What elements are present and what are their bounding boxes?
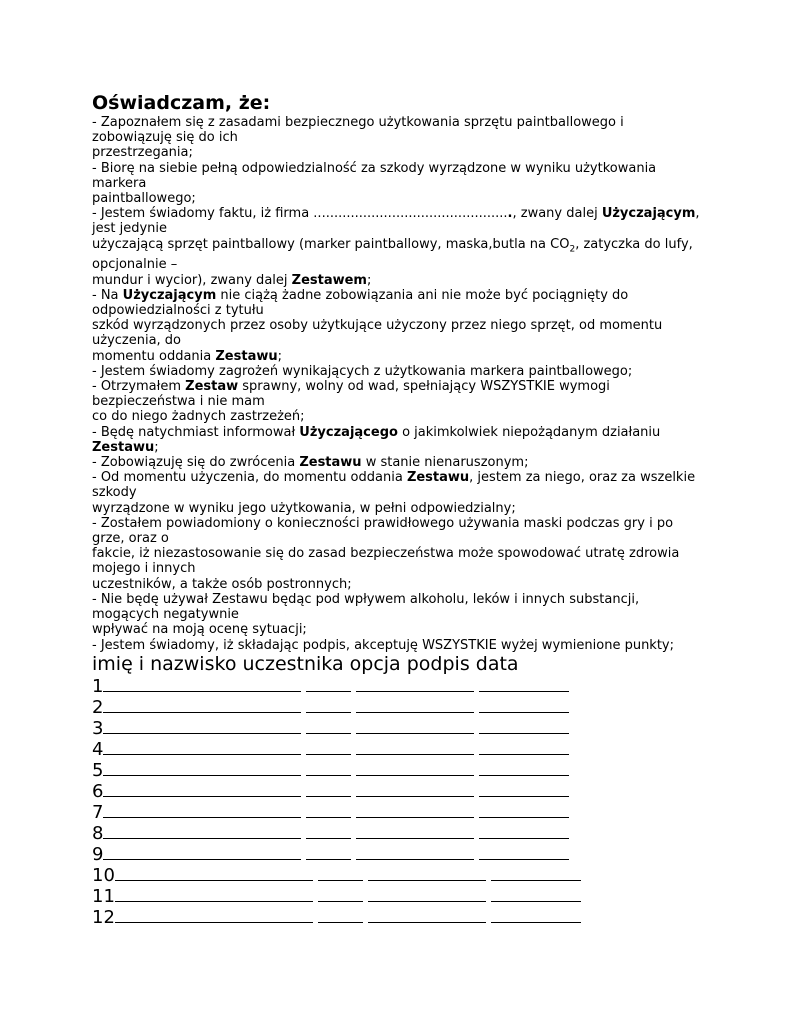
text-run: grze, oraz o bbox=[92, 531, 169, 547]
row-number: 2 bbox=[92, 696, 104, 718]
text-run: zobowiązuję się do ich bbox=[92, 130, 238, 146]
row-number: 10 bbox=[92, 864, 115, 886]
bold-term: Zestaw bbox=[185, 379, 239, 395]
name-line bbox=[103, 801, 301, 818]
bold-term: . bbox=[507, 206, 513, 222]
option-line bbox=[318, 906, 363, 923]
date-line bbox=[479, 717, 569, 734]
signature-line bbox=[356, 780, 474, 797]
date-line bbox=[479, 738, 569, 755]
text-run: - Będę natychmiast informował bbox=[92, 424, 300, 440]
text-run: fakcie, iż niezastosowanie się do zasad bezpieczeństwa może spowodować utratę zdrowia bbox=[92, 546, 680, 562]
declaration-line bbox=[92, 394, 712, 409]
declaration-line bbox=[92, 145, 712, 160]
text-run: użyczenia, do bbox=[92, 333, 182, 349]
option-line bbox=[306, 738, 351, 755]
row-number: 12 bbox=[92, 906, 115, 928]
declaration-line bbox=[92, 425, 712, 440]
option-line bbox=[306, 717, 351, 734]
signature-line bbox=[356, 801, 474, 818]
text-run: opcjonalnie – bbox=[92, 257, 178, 273]
declaration-body bbox=[92, 115, 712, 653]
declaration-line bbox=[92, 130, 712, 145]
text-run: szkód wyrządzonych przez osoby użytkujące użyczony przez niego sprzęt, od momentu bbox=[92, 318, 663, 334]
signature-row bbox=[92, 675, 712, 696]
row-number: 1 bbox=[92, 675, 104, 697]
text-run: ; bbox=[154, 439, 159, 455]
text-run: odpowiedzialności z tytułu bbox=[92, 303, 264, 319]
text-run: ; bbox=[366, 272, 372, 288]
text-run: bezpieczeństwa i nie mam bbox=[92, 394, 265, 410]
subscript: 2 bbox=[569, 244, 576, 255]
date-line bbox=[479, 696, 569, 713]
text-run: - Zostałem powiadomiony o konieczności prawidłowego używania maski podczas gry i po bbox=[92, 515, 674, 531]
declaration-line bbox=[92, 440, 712, 455]
text-run: wyrządzone w wyniku jego użytkowania, w pełni odpowiedzialny; bbox=[92, 500, 516, 516]
declaration-line bbox=[92, 161, 712, 176]
signature-line bbox=[356, 738, 474, 755]
text-run: - Zapoznałem się z zasadami bezpiecznego użytkowania sprzętu paintballowego i bbox=[92, 115, 624, 130]
bold-term: Zestawu bbox=[92, 439, 155, 455]
declaration-line bbox=[92, 485, 712, 500]
declaration-line bbox=[92, 622, 712, 637]
text-run: nie ciążą żadne zobowiązania ani nie może być pociągnięty do bbox=[216, 287, 629, 303]
bold-term: Użyczającego bbox=[299, 424, 398, 440]
declaration-line bbox=[92, 379, 712, 394]
option-line bbox=[306, 696, 351, 713]
name-line bbox=[103, 696, 301, 713]
text-run: sprawny, wolny od wad, spełniający WSZYSTKIE wymogi bbox=[238, 379, 610, 395]
option-line bbox=[306, 675, 351, 692]
text-run: markera bbox=[92, 175, 147, 191]
text-run: szkody bbox=[92, 485, 137, 501]
signature-row bbox=[92, 801, 712, 822]
signature-row bbox=[92, 780, 712, 801]
text-run: - Zobowiązuję się do zwrócenia bbox=[92, 455, 300, 471]
declaration-line bbox=[92, 546, 712, 561]
signature-row bbox=[92, 843, 712, 864]
date-line bbox=[479, 675, 569, 692]
declaration-line bbox=[92, 592, 712, 607]
declaration-line bbox=[92, 257, 712, 272]
signature-line bbox=[368, 906, 486, 923]
text-run: wpływać na moją ocenę sytuacji; bbox=[92, 622, 307, 638]
row-number: 4 bbox=[92, 738, 104, 760]
declaration-line bbox=[92, 638, 712, 653]
text-run: użyczającą sprzęt paintballowy (marker paintballowy, maska,butla na CO bbox=[92, 236, 570, 252]
date-line bbox=[491, 864, 581, 881]
text-run: mojego i innych bbox=[92, 561, 196, 577]
row-number: 5 bbox=[92, 759, 104, 781]
text-run: - Jestem świadomy, iż składając podpis, akceptuję WSZYSTKIE wyżej wymienione punkty; bbox=[92, 637, 675, 653]
text-run: uczestników, a także osób postronnych; bbox=[92, 576, 352, 592]
signature-row bbox=[92, 906, 712, 927]
declaration-line bbox=[92, 349, 712, 364]
option-line bbox=[306, 759, 351, 776]
name-line bbox=[103, 843, 301, 860]
declaration-line bbox=[92, 455, 712, 470]
signature-row bbox=[92, 864, 712, 885]
signature-line bbox=[356, 675, 474, 692]
option-line bbox=[318, 885, 363, 902]
name-line bbox=[103, 717, 301, 734]
row-number: 9 bbox=[92, 843, 104, 865]
date-line bbox=[479, 780, 569, 797]
bold-term: Zestawu bbox=[299, 455, 362, 471]
row-number: 7 bbox=[92, 801, 104, 823]
date-line bbox=[479, 801, 569, 818]
name-line bbox=[103, 780, 301, 797]
name-line bbox=[115, 885, 313, 902]
text-run: w stanie nienaruszonym; bbox=[361, 455, 529, 471]
declaration-line bbox=[92, 364, 712, 379]
declaration-line bbox=[92, 273, 712, 288]
declaration-line bbox=[92, 561, 712, 576]
option-line bbox=[306, 780, 351, 797]
signature-row bbox=[92, 885, 712, 906]
declaration-line bbox=[92, 221, 712, 236]
declaration-line bbox=[92, 516, 712, 531]
bold-term: Użyczającym bbox=[601, 206, 696, 222]
declaration-line bbox=[92, 191, 712, 206]
declaration-line bbox=[92, 288, 712, 303]
declaration-line bbox=[92, 409, 712, 424]
signature-line bbox=[368, 864, 486, 881]
text-run: mundur i wycior), zwany dalej bbox=[92, 272, 292, 288]
text-run: , bbox=[695, 206, 700, 222]
text-run: - Biorę na siebie pełną odpowiedzialność za szkody wyrządzone w wyniku użytkowania bbox=[92, 160, 657, 176]
date-line bbox=[479, 759, 569, 776]
date-line bbox=[491, 906, 581, 923]
declaration-line bbox=[92, 237, 712, 258]
date-line bbox=[479, 822, 569, 839]
option-line bbox=[306, 822, 351, 839]
declaration-line bbox=[92, 176, 712, 191]
name-line bbox=[103, 738, 301, 755]
row-number: 6 bbox=[92, 780, 104, 802]
signature-line bbox=[368, 885, 486, 902]
date-line bbox=[491, 885, 581, 902]
name-line bbox=[103, 822, 301, 839]
declaration-line bbox=[92, 333, 712, 348]
declaration-line bbox=[92, 577, 712, 592]
text-run: jest jedynie bbox=[92, 221, 168, 237]
date-line bbox=[479, 843, 569, 860]
bold-term: Zestawu bbox=[406, 470, 470, 486]
text-run: co do niego żadnych zastrzeżeń; bbox=[92, 409, 305, 425]
declaration-line bbox=[92, 318, 712, 333]
signature-row bbox=[92, 696, 712, 717]
text-run: o jakimkolwiek niepożądanym działaniu bbox=[397, 424, 661, 440]
row-number: 8 bbox=[92, 822, 104, 844]
text-run: paintballowego; bbox=[92, 191, 196, 207]
option-line bbox=[306, 843, 351, 860]
signature-line bbox=[356, 843, 474, 860]
declaration-heading: Oświadczam, że: bbox=[92, 92, 271, 114]
signature-line bbox=[356, 822, 474, 839]
text-run: przestrzegania; bbox=[92, 145, 193, 161]
row-number: 3 bbox=[92, 717, 104, 739]
bold-term: Zestawem bbox=[291, 272, 367, 288]
signature-row bbox=[92, 822, 712, 843]
signature-table-header: imię i nazwisko uczestnika opcja podpis data bbox=[92, 652, 519, 675]
name-line bbox=[115, 906, 313, 923]
declaration-line bbox=[92, 531, 712, 546]
bold-term: Użyczającym bbox=[122, 287, 217, 303]
declaration-line bbox=[92, 470, 712, 485]
declaration-line bbox=[92, 206, 712, 221]
row-number: 11 bbox=[92, 885, 115, 907]
option-line bbox=[318, 864, 363, 881]
signature-row bbox=[92, 738, 712, 759]
document-page bbox=[92, 92, 712, 927]
text-run: mogących negatywnie bbox=[92, 607, 239, 623]
text-run: , jestem za niego, oraz za wszelkie bbox=[469, 470, 696, 486]
declaration-line bbox=[92, 303, 712, 318]
text-run: - Jestem świadomy faktu, iż firma ............................................... bbox=[92, 206, 508, 222]
text-run: - Nie będę używał Zestawu będąc pod wpływem alkoholu, leków i innych substancji, bbox=[92, 591, 640, 607]
declaration-line bbox=[92, 115, 712, 130]
text-run: , zwany dalej bbox=[512, 206, 602, 222]
text-run: - Otrzymałem bbox=[92, 379, 186, 395]
declaration-line bbox=[92, 607, 712, 622]
option-line bbox=[306, 801, 351, 818]
text-run: momentu oddania bbox=[92, 348, 216, 364]
signature-row bbox=[92, 717, 712, 738]
text-run: - Jestem świadomy zagrożeń wynikających z użytkowania markera paintballowego; bbox=[92, 363, 633, 379]
text-run: - Od momentu użyczenia, do momentu oddania bbox=[92, 470, 407, 486]
declaration-line bbox=[92, 501, 712, 516]
signature-line bbox=[356, 696, 474, 713]
signature-row bbox=[92, 759, 712, 780]
text-run: , zatyczka do lufy, bbox=[575, 236, 693, 252]
text-run: ; bbox=[277, 348, 282, 364]
bold-term: Zestawu bbox=[215, 348, 278, 364]
text-run: - Na bbox=[92, 287, 123, 303]
signature-rows bbox=[92, 675, 712, 927]
signature-line bbox=[356, 759, 474, 776]
signature-line bbox=[356, 717, 474, 734]
name-line bbox=[103, 675, 301, 692]
name-line bbox=[115, 864, 313, 881]
name-line bbox=[103, 759, 301, 776]
